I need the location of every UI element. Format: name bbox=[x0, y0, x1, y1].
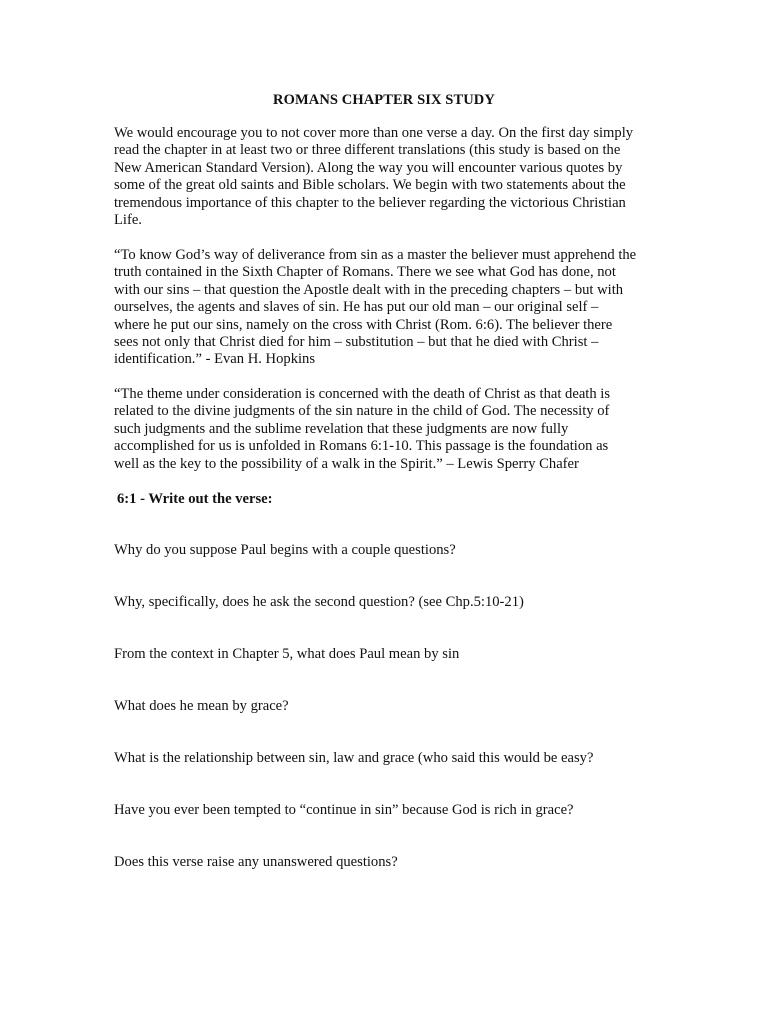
question-item: Why, specifically, does he ask the second question? (see Chp.5:10-21) bbox=[114, 594, 524, 610]
question-item: From the context in Chapter 5, what does Paul mean by sin bbox=[114, 646, 460, 662]
hopkins-quote-paragraph: “To know God’s way of deliverance from sin as a master the believer must apprehend the truth contained in the Sixth Chapter of Romans. There we see what God has done, not with our sins – that question the Apostle dealt with in the preceding chapters – but with ourselves, the agents and slaves of sin. He has put our old man – our original self – where he put our sins, namely on the cross with Christ (Rom. 6:6). The believer there sees not only that Christ died for him – substitution – but that he died with Christ – identification.” - Evan H. Hopkins bbox=[114, 247, 637, 368]
chafer-quote-paragraph: “The theme under consideration is concerned with the death of Christ as that death is related to the divine judgments of the sin nature in the child of God. The necessity of such judgments and the sublime revelation that these judgments are now fully accomplished for us is unfolded in Romans 6:1-10. This passage is the foundation as well as the key to the possibility of a walk in the Spirit.” – Lewis Sperry Chafer bbox=[114, 386, 611, 472]
document-title: ROMANS CHAPTER SIX STUDY bbox=[273, 92, 495, 108]
question-item: What does he mean by grace? bbox=[114, 698, 289, 714]
question-item: What is the relationship between sin, law and grace (who said this would be easy? bbox=[114, 750, 594, 766]
question-item: Does this verse raise any unanswered questions? bbox=[114, 854, 398, 870]
section-heading: 6:1 - Write out the verse: bbox=[117, 491, 273, 507]
intro-paragraph: We would encourage you to not cover more than one verse a day. On the first day simply read the chapter in at least two or three different translations (this study is based on the New American Standard Version). Along the way you will encounter various quotes by some of the great old saints and Bible scholars. We begin with two statements about the tremendous importance of this chapter to the believer regarding the victorious Christian Life. bbox=[114, 125, 634, 229]
question-item: Have you ever been tempted to “continue in sin” because God is rich in grace? bbox=[114, 802, 574, 818]
question-item: Why do you suppose Paul begins with a couple questions? bbox=[114, 542, 456, 558]
